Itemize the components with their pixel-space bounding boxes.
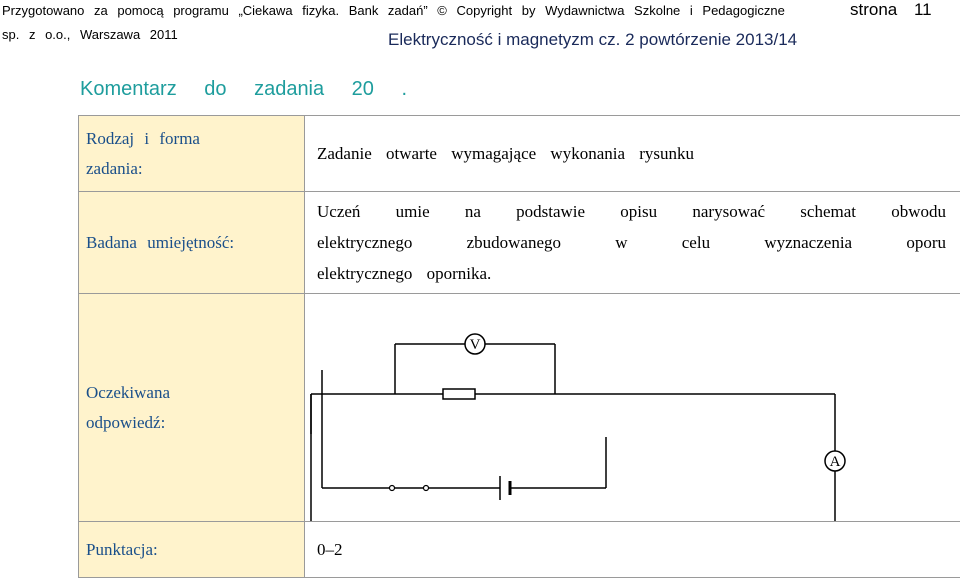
page-number	[850, 0, 932, 20]
header-publisher-line-2: sp. z o.o., Warszawa 2011	[2, 27, 178, 42]
row-task-type	[79, 116, 960, 192]
label-answer	[79, 294, 305, 522]
row-skill	[79, 192, 960, 294]
value-answer	[305, 294, 960, 522]
row-score	[79, 522, 960, 578]
skill-line-1: Uczeń umie na podstawie opisu narysować schemat obwodu	[317, 196, 960, 227]
value-task-type-text: Zadanie otwarte wymagające wykonania rysunku	[317, 138, 960, 169]
skill-line-2: elektrycznego zbudowanego w celu wyznaczenia oporu	[317, 227, 960, 258]
skill-line-3: elektrycznego opornika.	[317, 258, 960, 289]
voltmeter-label: V	[470, 337, 481, 353]
label-score	[79, 522, 305, 578]
page-title: Komentarz do zadania 20 .	[80, 78, 407, 101]
label-task-type	[79, 116, 305, 192]
label-task-type-text: Rodzaj i forma zadania:	[86, 124, 236, 184]
comment-table	[78, 115, 960, 578]
row-answer	[79, 294, 960, 522]
value-score-text: 0–2	[317, 534, 960, 565]
label-score-text: Punktacja:	[86, 535, 304, 565]
section-subtitle: Elektryczność i magnetyzm cz. 2 powtórzenie 2013/14	[388, 30, 797, 50]
page-label: strona	[850, 0, 897, 19]
resistor-symbol	[443, 389, 475, 399]
label-answer-text: Oczekiwana odpowiedź:	[86, 378, 206, 438]
header-publisher-line: Przygotowano za pomocą programu „Ciekawa fizyka. Bank zadań” © Copyright by Wydawnictwa Szkolne i Pedagogiczne	[2, 3, 785, 18]
page-number-value: 11	[914, 0, 932, 19]
label-skill	[79, 192, 305, 294]
ammeter-label: A	[830, 454, 841, 470]
value-score	[305, 522, 960, 578]
circuit-diagram	[305, 294, 960, 521]
value-skill	[305, 192, 960, 294]
value-task-type	[305, 116, 960, 192]
label-skill-text: Badana umiejętność:	[86, 228, 304, 258]
